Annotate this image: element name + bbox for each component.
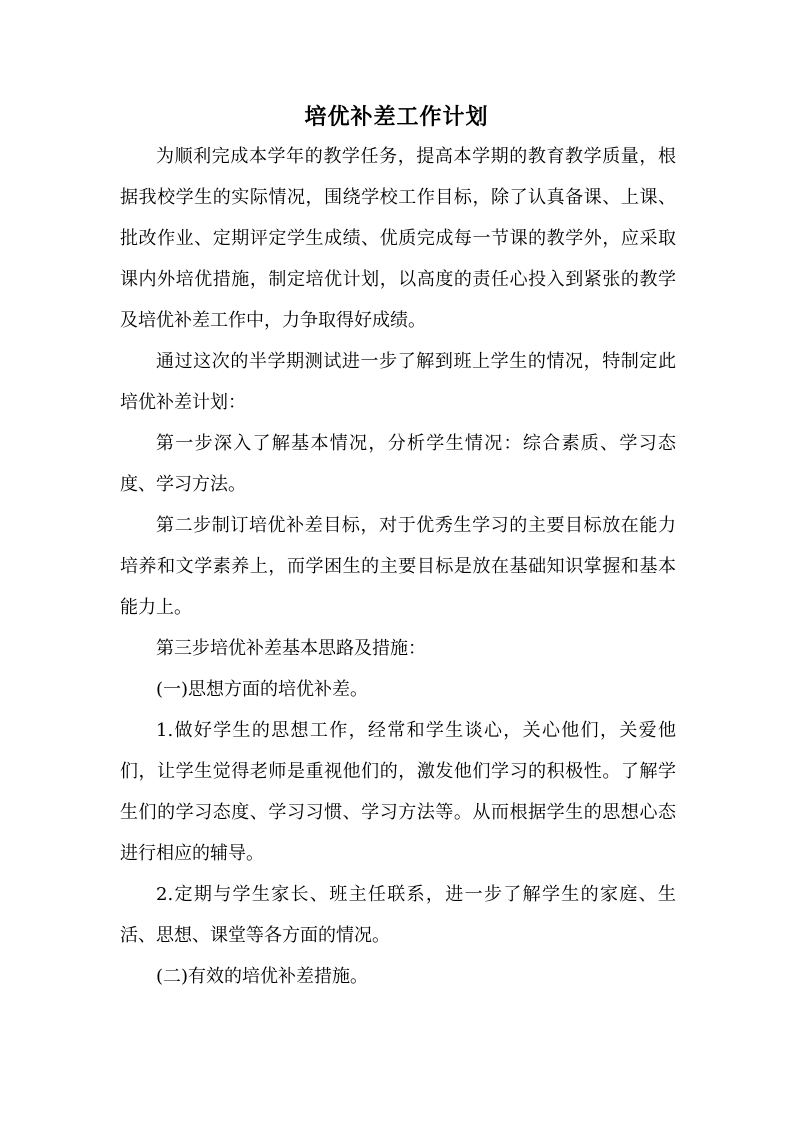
paragraph-step-two: 第二步制订培优补差目标，对于优秀生学习的主要目标放在能力培养和文学素养上，而学困生的主要目标是放在基础知识掌握和基本能力上。 [120,515,676,618]
paragraph-midterm: 通过这次的半学期测试进一步了解到班上学生的情况，特制定此培优补差计划： [120,351,676,413]
paragraph-step-three: 第三步培优补差基本思路及措施： [156,638,426,659]
paragraph-item-1: 1.做好学生的思想工作，经常和学生谈心，关心他们，关爱他们，让学生觉得老师是重视他们的，激发他们学习的积极性。了解学生们的学习态度、学习习惯、学习方法等。从而根据学生的思想心态进行相应的辅导。 [120,720,676,864]
document-title: 培优补差工作计划 [304,104,489,130]
section-heading-thought: (一)思想方面的培优补差。 [156,679,369,700]
paragraph-item-2: 2.定期与学生家长、班主任联系，进一步了解学生的家庭、生活、思想、课堂等各方面的情况。 [120,884,676,946]
paragraph-step-one: 第一步深入了解基本情况，分析学生情况：综合素质、学习态度、学习方法。 [120,433,676,495]
paragraph-intro: 为顺利完成本学年的教学任务，提高本学期的教育教学质量，根据我校学生的实际情况，围绕学校工作目标，除了认真备课、上课、批改作业、定期评定学生成绩、优质完成每一节课的教学外，应采取课内外培优措施，制定培优计划，以高度的责任心投入到紧张的教学及培优补差工作中，力争取得好成绩。 [120,146,676,331]
section-heading-measures: (二)有效的培优补差措施。 [156,966,369,987]
document-body [120,136,676,997]
